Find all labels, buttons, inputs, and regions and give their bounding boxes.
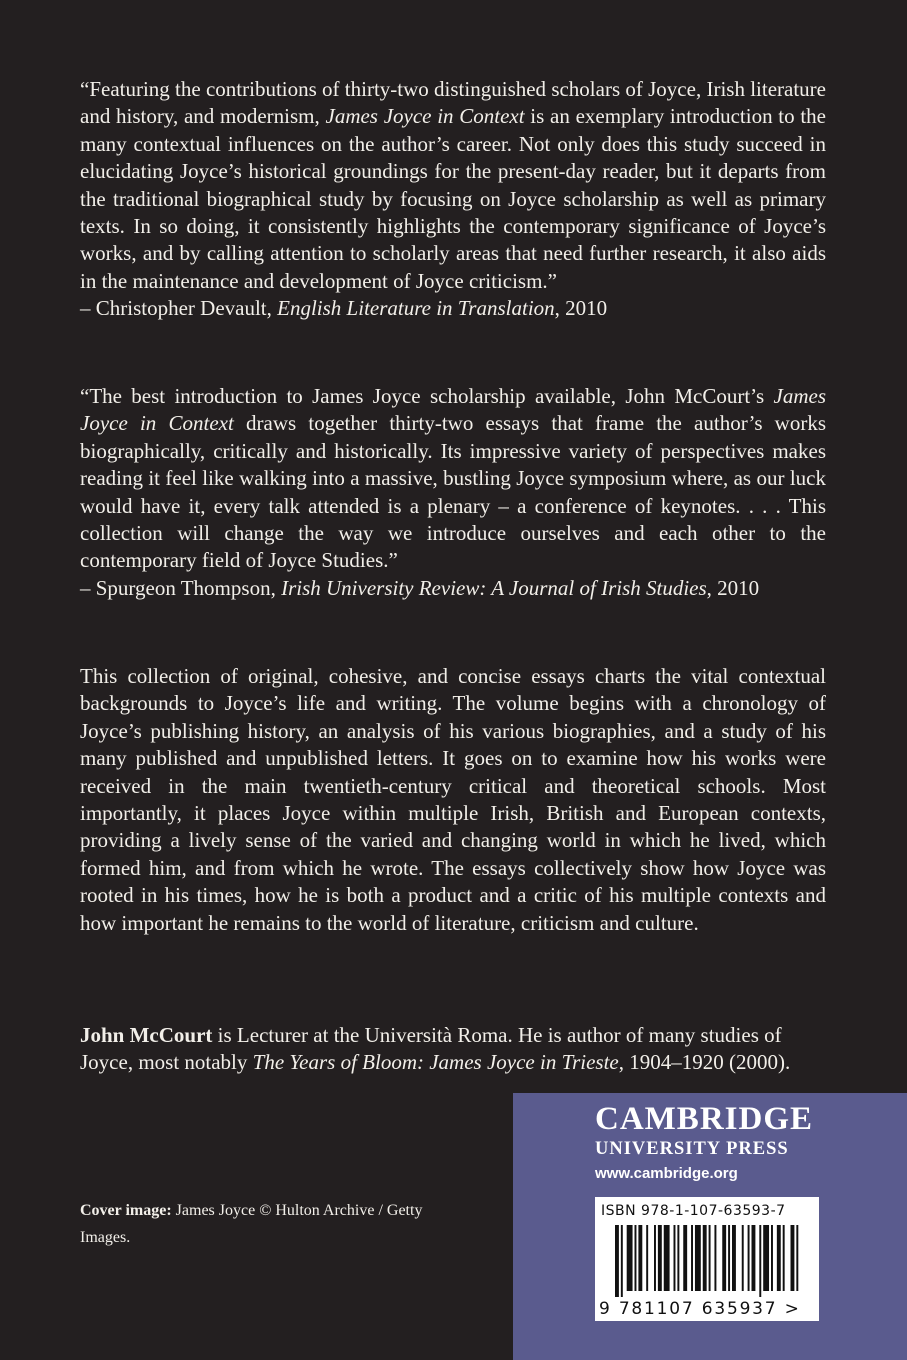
- barcode-bar: [703, 1225, 707, 1291]
- barcode-bar: [691, 1225, 693, 1291]
- barcode-bar: [621, 1225, 623, 1297]
- barcode-bar: [763, 1225, 769, 1291]
- barcode-bar: [771, 1225, 773, 1291]
- barcode-bar: [714, 1225, 716, 1291]
- barcode-bar: [677, 1225, 679, 1291]
- barcode-bar: [796, 1225, 798, 1291]
- barcode-bar: [777, 1225, 781, 1291]
- barcode-bar: [748, 1225, 750, 1291]
- barcode-bar: [635, 1225, 637, 1291]
- barcode-bar: [615, 1225, 619, 1297]
- author-name: John McCourt: [80, 1023, 213, 1047]
- publisher-panel: [513, 1093, 907, 1360]
- barcode-bar: [658, 1225, 662, 1291]
- barcode-bar: [646, 1225, 648, 1291]
- author-bio: John McCourt is Lecturer at the Università Roma. He is author of many studies of Joyce, most notably The Years of Bloom: James Joyce in Trieste, 1904–1920 (2000).: [80, 1023, 791, 1075]
- publisher-name: CAMBRIDGE: [595, 1101, 814, 1137]
- barcode-bar: [752, 1225, 756, 1291]
- publisher-subname: UNIVERSITY PRESS: [595, 1139, 789, 1159]
- publisher-url: www.cambridge.org: [595, 1165, 738, 1182]
- barcode-bars: [601, 1225, 813, 1297]
- barcode-bar: [783, 1225, 785, 1291]
- barcode-bar: [654, 1225, 656, 1291]
- cover-image-credit: Cover image: James Joyce © Hulton Archive / Getty Images.: [80, 1202, 423, 1246]
- quote-attribution: – Christopher Devault, English Literature in Translation, 2010: [80, 296, 608, 321]
- barcode-bar: [728, 1225, 730, 1291]
- barcode-bar: [791, 1225, 795, 1291]
- review-quote-2: “The best introduction to James Joyce scholarship available, John McCourt’s James Joyce in Context draws together thirty-two essays that frame the author’s works biographically, critically and historically. Its impressive variety of perspectives makes reading it feel like walking into a massive, bustling Joyce symposium where, as our luck would have it, every talk attended is a plenary – a conference of keynotes. . . . This collection will change the way we introduce ourselves and each other to the contemporary field of Joyce Studies.” – Spurgeon Thompson, Irish University Review: A Journal of Irish Studies, 2010: [80, 383, 826, 602]
- barcode-digits: 9 781107 635937 >: [599, 1299, 801, 1319]
- barcode-bar: [742, 1225, 744, 1291]
- review-quote-1: “Featuring the contributions of thirty-two distinguished scholars of Joyce, Irish literature and history, and modernism, James Joyce in Context is an exemplary introduction to the many contextual influences on the author’s career. Not only does this study succeed in elucidating Joyce’s historical groundings for the present-day reader, but it departs from the traditional biographical study by focusing on Joyce scholarship as well as primary texts. In so doing, it consistently highlights the contemporary significance of Joyce’s works, and by calling attention to scholarly areas that need further research, it also aids in the maintenance and development of Joyce criticism.” – Christopher Devault, English Literature in Translation, 2010: [80, 76, 826, 323]
- book-title: James Joyce in Context: [80, 384, 826, 436]
- book-title: James Joyce in Context: [325, 104, 525, 129]
- book-description: This collection of original, cohesive, and concise essays charts the vital contextual backgrounds to Joyce’s life and writing. The volume begins with a chronology of Joyce’s publishing history, an analysis of his various biographies, and a study of his many published and unpublished letters. It goes on to examine how his works were received in the main twentieth-century critical and theoretical schools. Most importantly, it places Joyce within multiple Irish, British and European contexts, providing a lively sense of the varied and changing world in which he lived, which formed him, and from which he wrote. The essays collectively show how Joyce was rooted in his times, how he is both a product and a critic of his multiple contexts and how important he remains to the world of literature, criticism and culture.: [80, 664, 826, 935]
- other-book-title: The Years of Bloom: James Joyce in Trieste: [252, 1050, 619, 1075]
- barcode-bar: [732, 1225, 736, 1291]
- barcode-bar: [695, 1225, 701, 1291]
- isbn-label: ISBN 978-1-107-63593-7: [601, 1203, 786, 1219]
- barcode-bar: [638, 1225, 642, 1291]
- barcode-bar: [627, 1225, 633, 1291]
- barcode-bar: [722, 1225, 726, 1291]
- barcode-bar: [683, 1225, 687, 1291]
- barcode-bar: [709, 1225, 711, 1291]
- isbn-barcode: [595, 1197, 819, 1321]
- barcode-bar: [759, 1225, 761, 1297]
- barcode-bar: [674, 1225, 676, 1291]
- barcode-bar: [664, 1225, 670, 1291]
- quote-attribution: – Spurgeon Thompson, Irish University Review: A Journal of Irish Studies, 2010: [80, 575, 760, 600]
